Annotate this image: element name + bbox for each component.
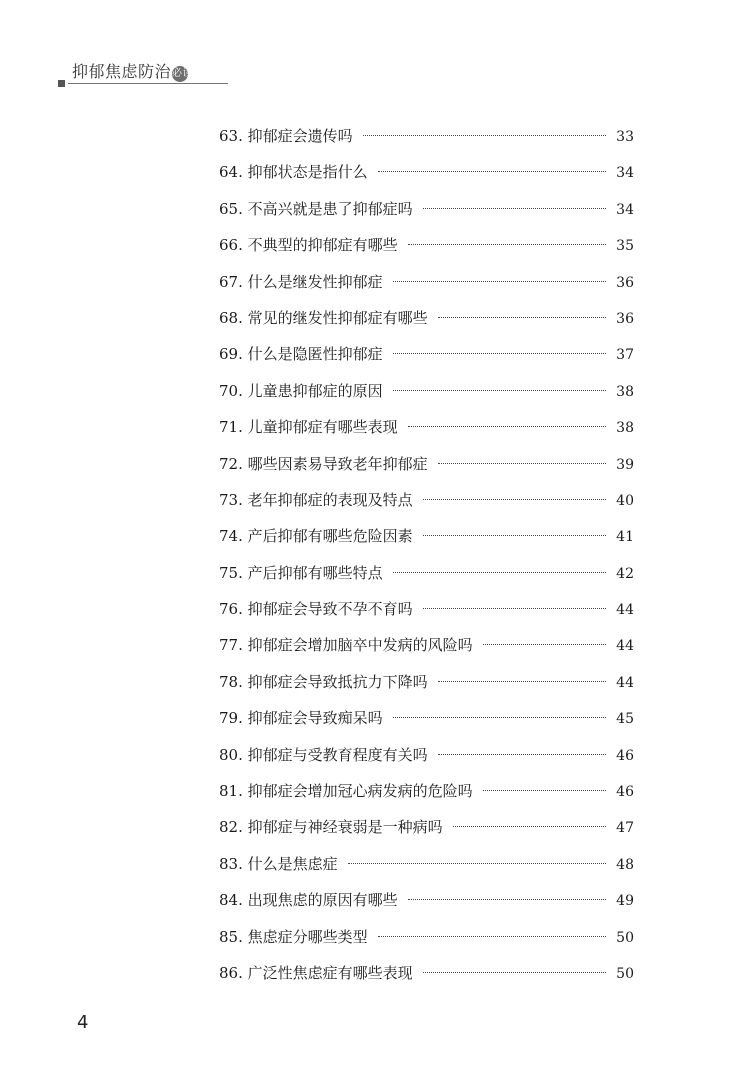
toc-entry-number: 68. (219, 308, 243, 327)
toc-entry[interactable] (219, 524, 634, 560)
toc-dot-leader (408, 244, 606, 245)
toc-entry-text: 什么是继发性抑郁症 (247, 272, 383, 291)
toc-entry-number: 66. (219, 236, 243, 255)
table-of-contents (219, 124, 634, 997)
toc-entry-text: 焦虑症分哪些类型 (247, 927, 368, 946)
toc-entry-title (219, 561, 383, 585)
toc-entry-number: 71. (219, 418, 243, 437)
toc-entry-number: 70. (219, 381, 243, 400)
toc-entry-number: 77. (219, 636, 243, 655)
toc-dot-leader (423, 208, 606, 209)
book-title (72, 62, 194, 82)
toc-entry-page: 34 (616, 165, 634, 182)
toc-dot-leader (423, 608, 606, 609)
toc-entry-page: 39 (616, 456, 634, 473)
header-square-marker (58, 80, 65, 87)
toc-entry[interactable] (219, 743, 634, 779)
toc-entry-text: 儿童患抑郁症的原因 (247, 381, 383, 400)
toc-entry-page: 50 (616, 965, 634, 982)
toc-entry-page: 34 (616, 201, 634, 218)
toc-dot-leader (423, 972, 606, 973)
toc-entry-page: 46 (616, 747, 634, 764)
toc-entry-number: 67. (219, 272, 243, 291)
toc-entry[interactable] (219, 379, 634, 415)
toc-entry-number: 75. (219, 563, 243, 582)
toc-entry[interactable] (219, 706, 634, 742)
toc-dot-leader (363, 135, 606, 136)
toc-entry-page: 46 (616, 784, 634, 801)
toc-entry-text: 抑郁症与神经衰弱是一种病吗 (247, 818, 443, 837)
toc-entry-title (219, 342, 383, 366)
toc-entry[interactable] (219, 888, 634, 924)
toc-dot-leader (438, 681, 606, 682)
toc-dot-leader (378, 936, 606, 937)
toc-entry-page: 37 (616, 347, 634, 364)
toc-dot-leader (378, 171, 606, 172)
toc-entry-title (219, 852, 338, 876)
toc-dot-leader (408, 426, 606, 427)
toc-dot-leader (393, 353, 606, 354)
toc-entry-title (219, 961, 413, 985)
toc-entry-text: 抑郁症会导致抵抗力下降吗 (247, 672, 428, 691)
toc-entry-text: 抑郁症会增加脑卒中发病的风险吗 (247, 636, 473, 655)
toc-entry-title (219, 233, 398, 257)
toc-entry-title (219, 597, 413, 621)
toc-entry-page: 38 (616, 420, 634, 437)
toc-entry-title (219, 270, 383, 294)
toc-entry-title (219, 888, 398, 912)
toc-dot-leader (438, 463, 606, 464)
toc-entry-text: 不典型的抑郁症有哪些 (247, 236, 398, 255)
toc-entry-page: 33 (616, 129, 634, 145)
toc-entry-title (219, 488, 413, 512)
toc-entry-title (219, 815, 443, 839)
toc-entry-text: 儿童抑郁症有哪些表现 (247, 418, 398, 437)
toc-entry[interactable] (219, 961, 634, 997)
toc-entry[interactable] (219, 670, 634, 706)
toc-entry-text: 抑郁症会遗传吗 (247, 127, 353, 145)
toc-entry-page: 45 (616, 711, 634, 728)
toc-entry-text: 广泛性焦虑症有哪些表现 (247, 963, 413, 982)
toc-dot-leader (438, 754, 606, 755)
toc-dot-leader (408, 899, 606, 900)
toc-dot-leader (348, 863, 606, 864)
toc-entry[interactable] (219, 852, 634, 888)
toc-entry[interactable] (219, 452, 634, 488)
toc-entry[interactable] (219, 815, 634, 851)
toc-entry-title (219, 160, 368, 184)
toc-entry-title (219, 743, 428, 767)
toc-entry-title (219, 779, 473, 803)
toc-entry-text: 常见的继发性抑郁症有哪些 (247, 308, 428, 327)
toc-entry[interactable] (219, 233, 634, 269)
toc-entry[interactable] (219, 925, 634, 961)
toc-entry-number: 74. (219, 527, 243, 546)
toc-entry[interactable] (219, 342, 634, 378)
toc-entry-number: 79. (219, 709, 243, 728)
toc-entry-title (219, 706, 383, 730)
toc-entry[interactable] (219, 415, 634, 451)
toc-entry[interactable] (219, 779, 634, 815)
toc-entry-text: 抑郁症会导致不孕不育吗 (247, 600, 413, 619)
toc-entry-title (219, 379, 383, 403)
toc-entry-page: 40 (616, 492, 634, 509)
toc-entry-page: 36 (616, 274, 634, 291)
toc-entry-text: 出现焦虑的原因有哪些 (247, 891, 398, 910)
toc-entry-text: 抑郁症会增加冠心病发病的危险吗 (247, 782, 473, 801)
header-rule (68, 83, 228, 84)
toc-entry-page: 42 (616, 565, 634, 582)
toc-entry[interactable] (219, 124, 634, 160)
toc-entry-text: 什么是焦虑症 (247, 854, 338, 873)
toc-entry-text: 老年抑郁症的表现及特点 (247, 490, 413, 509)
toc-entry-text: 抑郁症会导致痴呆吗 (247, 709, 383, 728)
toc-entry-number: 86. (219, 963, 243, 982)
book-title-text: 抑郁焦虑防治 (72, 62, 172, 81)
toc-entry-number: 76. (219, 600, 243, 619)
toc-dot-leader (453, 826, 606, 827)
toc-entry-number: 63. (219, 127, 243, 145)
toc-entry-page: 44 (616, 602, 634, 619)
toc-entry-text: 不高兴就是患了抑郁症吗 (247, 199, 413, 218)
toc-entry-text: 产后抑郁有哪些危险因素 (247, 527, 413, 546)
toc-dot-leader (393, 717, 606, 718)
toc-entry-number: 65. (219, 199, 243, 218)
toc-dot-leader (483, 790, 606, 791)
toc-entry-number: 81. (219, 782, 243, 801)
toc-entry-number: 83. (219, 854, 243, 873)
page-number: 4 (77, 1012, 89, 1033)
toc-entry-title (219, 633, 473, 657)
toc-entry-number: 73. (219, 490, 243, 509)
toc-dot-leader (438, 317, 606, 318)
toc-entry-title (219, 124, 353, 148)
book-title-badge: 必读 (172, 66, 188, 82)
toc-entry[interactable] (219, 597, 634, 633)
toc-entry-page: 38 (616, 383, 634, 400)
toc-entry-page: 36 (616, 310, 634, 327)
toc-entry[interactable] (219, 270, 634, 306)
toc-entry-number: 78. (219, 672, 243, 691)
toc-entry-number: 69. (219, 345, 243, 364)
toc-entry-title (219, 306, 428, 330)
toc-entry-number: 64. (219, 163, 243, 182)
toc-dot-leader (393, 572, 606, 573)
toc-entry[interactable] (219, 160, 634, 196)
toc-entry-title (219, 670, 428, 694)
toc-entry-text: 抑郁症与受教育程度有关吗 (247, 745, 428, 764)
toc-entry[interactable] (219, 633, 634, 669)
toc-entry-title (219, 197, 413, 221)
toc-dot-leader (423, 499, 606, 500)
toc-entry-title (219, 524, 413, 548)
toc-entry-number: 82. (219, 818, 243, 837)
toc-entry-number: 84. (219, 891, 243, 910)
toc-entry-page: 50 (616, 929, 634, 946)
toc-entry-page: 47 (616, 820, 634, 837)
toc-dot-leader (483, 644, 606, 645)
toc-entry-page: 41 (616, 529, 634, 546)
toc-dot-leader (423, 535, 606, 536)
toc-entry-page: 35 (616, 238, 634, 255)
toc-entry-number: 85. (219, 927, 243, 946)
toc-dot-leader (393, 281, 606, 282)
toc-entry-text: 什么是隐匿性抑郁症 (247, 345, 383, 364)
toc-entry-title (219, 415, 398, 439)
toc-entry-number: 72. (219, 454, 243, 473)
toc-entry[interactable] (219, 306, 634, 342)
toc-entry[interactable] (219, 197, 634, 233)
toc-entry-title (219, 452, 428, 476)
toc-entry-page: 44 (616, 674, 634, 691)
toc-entry-text: 抑郁状态是指什么 (247, 163, 368, 182)
toc-entry-number: 80. (219, 745, 243, 764)
toc-entry-page: 49 (616, 893, 634, 910)
toc-entry-text: 产后抑郁有哪些特点 (247, 563, 383, 582)
toc-entry[interactable] (219, 561, 634, 597)
toc-entry-page: 48 (616, 856, 634, 873)
running-header (58, 62, 228, 92)
toc-entry-text: 哪些因素易导致老年抑郁症 (247, 454, 428, 473)
toc-dot-leader (393, 390, 606, 391)
toc-entry-page: 44 (616, 638, 634, 655)
toc-entry[interactable] (219, 488, 634, 524)
toc-entry-title (219, 925, 368, 949)
